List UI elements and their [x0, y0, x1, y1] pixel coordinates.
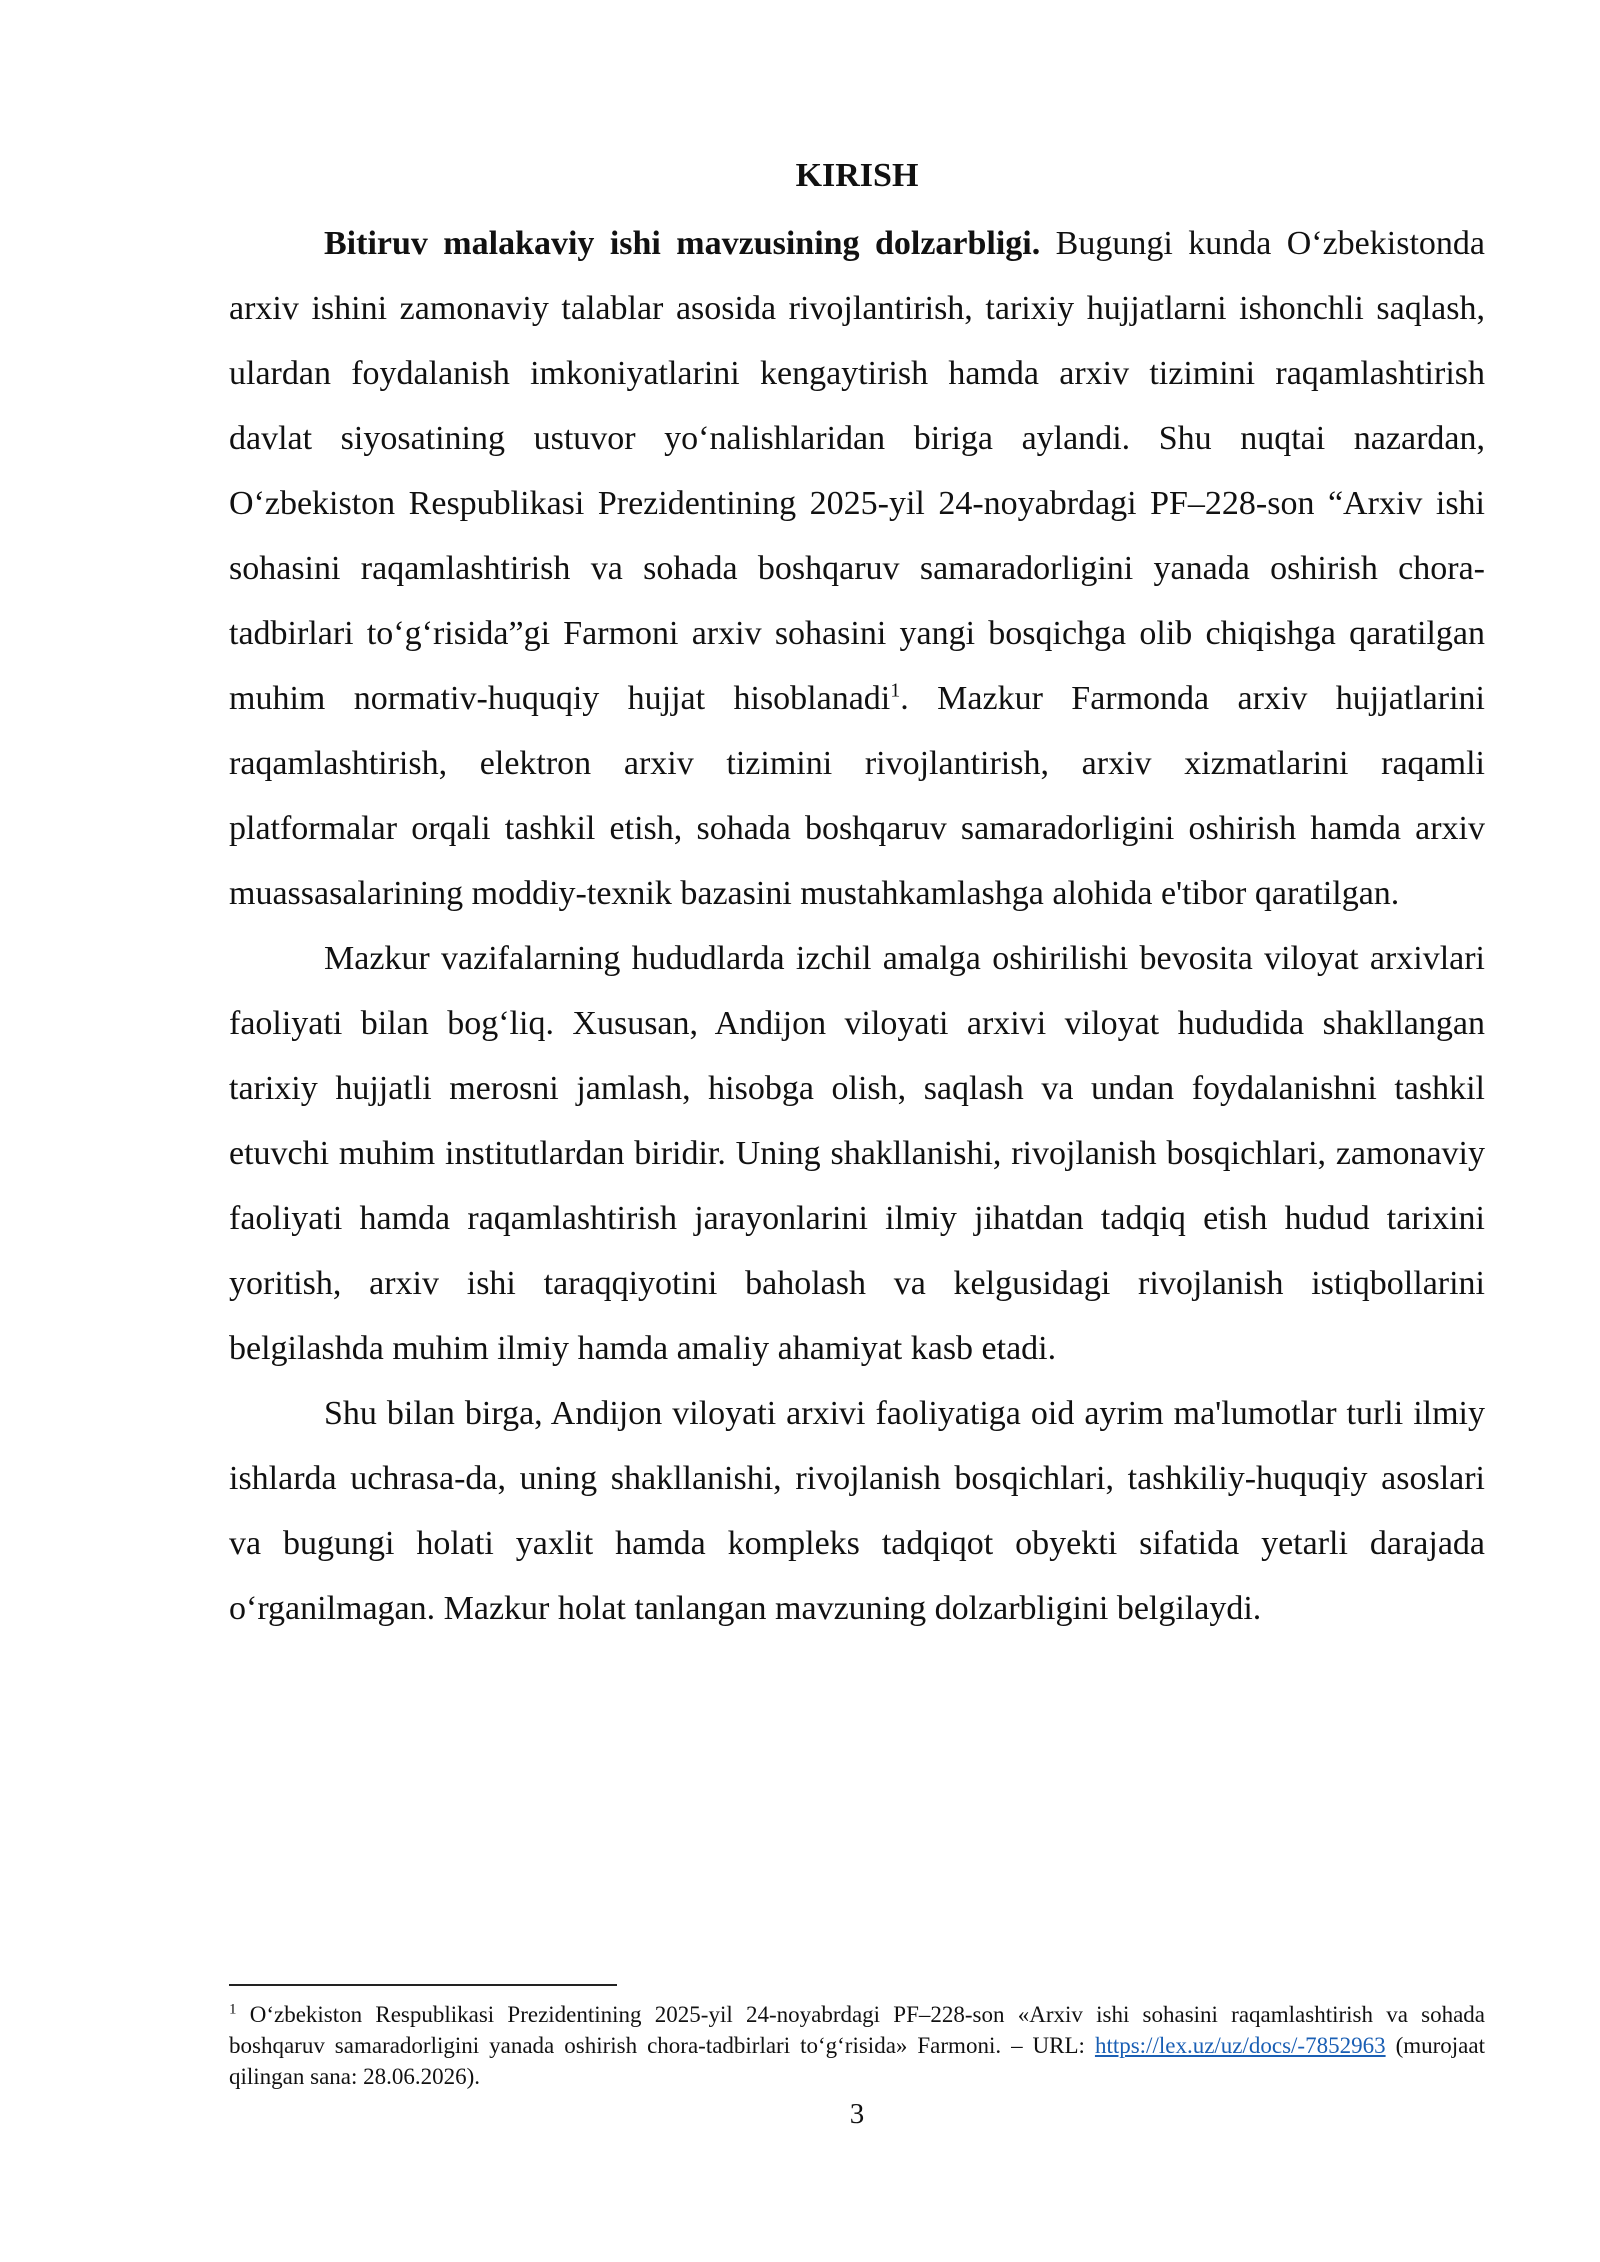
- footnote-link[interactable]: https://lex.uz/uz/docs/-7852963: [1094, 2033, 1386, 2058]
- paragraph-text: Bugungi kunda O‘zbekistonda arxiv ishini zamonaviy talablar asosida rivojlantirish, tarixiy hujjatlarni ishonchli saqlash, ulardan foydalanish imkoniyatlarini kengaytirish hamda arxiv tizimini raqamlashtirish davlat siyosatining ustuvor yo‘nalishlaridan biriga aylandi. Shu nuqtai nazardan, O‘zbekiston Respublikasi Prezidentining 2025-yil 24-noyabrdagi PF–228-son “Arxiv ishi sohasini raqamlashtirish va sohada boshqaruv samaradorligini yanada oshirish chora-tadbirlari to‘g‘risida”gi Farmoni arxiv sohasini yangi bosqichga olib chiqishga qaratilgan muhim normativ-huquqiy hujjat hisoblanadi: [229, 225, 1485, 717]
- paragraph-text-continued: . Mazkur Farmonda arxiv hujjatlarini raqamlashtirish, elektron arxiv tizimini rivojlantirish, arxiv xizmatlarini raqamli platformalar orqali tashkil etish, sohada boshqaruv samaradorligini oshirish hamda arxiv muassasalarining moddiy-texnik bazasini mustahkamlashga alohida e'tibor qaratilgan.: [229, 680, 1485, 912]
- paragraph-research-gap: Shu bilan birga, Andijon viloyati arxivi faoliyatiga oid ayrim ma'lumotlar turli ilmiy ishlarda uchrasa-da, uning shakllanishi, rivojlanish bosqichlari, tashkiliy-huquqiy asoslari va bugungi holati yaxlit hamda kompleks tadqiqot obyekti sifatida yetarli darajada o‘rganilmagan. Mazkur holat tanlangan mavzuning dolzarbligini belgilaydi.: [229, 1395, 1485, 1627]
- footnote-marker: 1: [229, 2001, 237, 2018]
- paragraph-lead-bold: Bitiruv malakaviy ishi mavzusining dolzarbligi.: [324, 225, 1041, 262]
- footnote-text: O‘zbekiston Respublikasi Prezidentining 2025-yil 24-noyabrdagi PF–228-son «Arxiv ishi sohasini raqamlashtirish va sohada boshqaruv samaradorligini yanada oshirish chora-tadbirlari to‘g‘risida» Farmoni. – URL:: [229, 2002, 1485, 2058]
- main-content: [229, 146, 1485, 1641]
- footnote-separator: [229, 1984, 617, 1986]
- paragraph-relevance: [229, 211, 1485, 926]
- page-number: 3: [849, 2098, 865, 2130]
- section-heading: KIRISH: [795, 157, 919, 194]
- footnote-reference[interactable]: 1: [890, 679, 901, 702]
- footnote-tail: (murojaat qilingan sana: 28.06.2026).: [229, 2033, 1485, 2089]
- footnote: [229, 1999, 1485, 2092]
- paragraph-regional-archives: Mazkur vazifalarning hududlarda izchil amalga oshirilishi bevosita viloyat arxivlari faoliyati bilan bog‘liq. Xususan, Andijon viloyati arxivi viloyat hududida shakllangan tarixiy hujjatli merosni jamlash, hisobga olish, saqlash va undan foydalanishni tashkil etuvchi muhim institutlardan biridir. Uning shakllanishi, rivojlanish bosqichlari, zamonaviy faoliyati hamda raqamlashtirish jarayonlarini ilmiy jihatdan tadqiq etish hudud tarixini yoritish, arxiv ishi taraqqiyotini baholash va kelgusidagi rivojlanish istiqbollarini belgilashda muhim ilmiy hamda amaliy ahamiyat kasb etadi.: [229, 940, 1485, 1367]
